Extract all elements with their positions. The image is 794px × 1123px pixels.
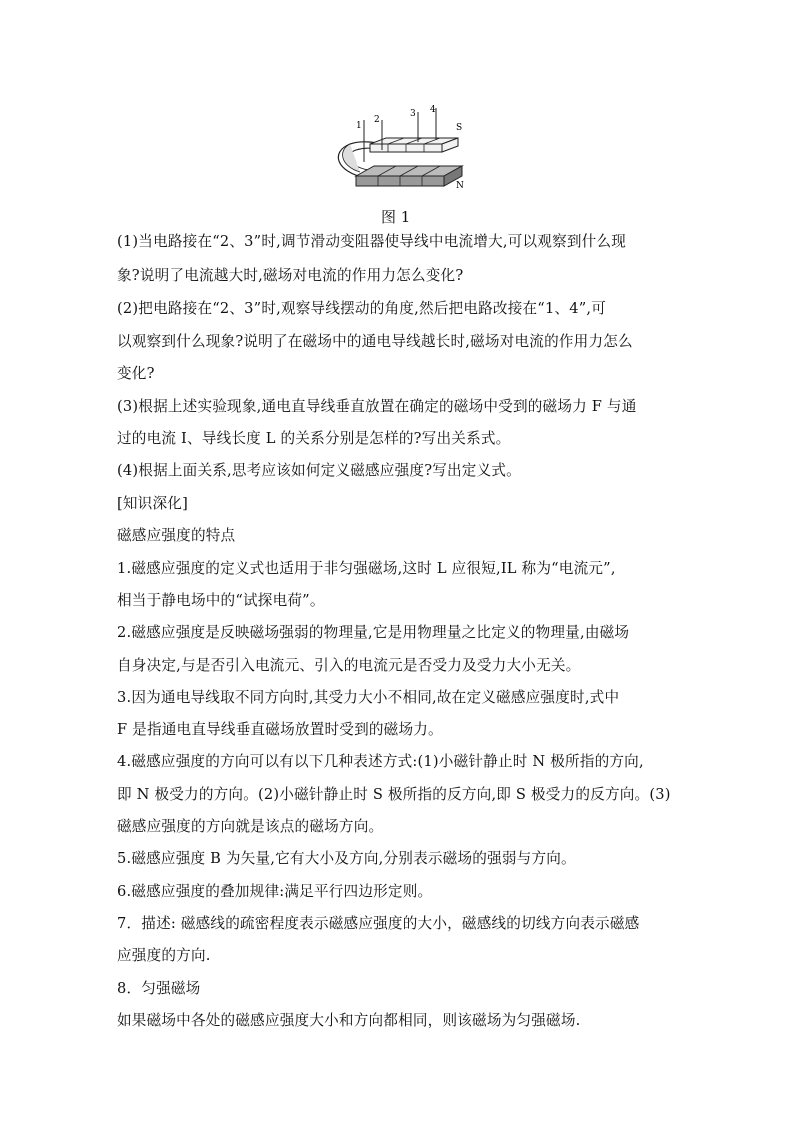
wire-label-4: 4 [430, 105, 436, 115]
point-5-line-1: 5.磁感应强度 B 为矢量,它有大小及方向,分别表示磁场的强弱与方向。 [117, 850, 576, 867]
wire-label-1: 1 [356, 121, 362, 131]
point-4-line-2: 即 N 极受力的方向。(2)小磁针静止时 S 极所指的反方向,即 S 极受力的反方向。(3) [117, 786, 671, 803]
question-3-line-2: 过的电流 I、导线长度 L 的关系分别是怎样的?写出关系式。 [117, 430, 511, 447]
point-4-line-1: 4.磁感应强度的方向可以有以下几种表述方式:(1)小磁针静止时 N 极所指的方向, [117, 753, 644, 770]
question-4-line-1: (4)根据上面关系,思考应该如何定义磁感应强度?写出定义式。 [117, 462, 521, 479]
point-2-line-1: 2.磁感应强度是反映磁场强弱的物理量,它是用物理量之比定义的物理量,由磁场 [117, 624, 630, 641]
point-1-line-1: 1.磁感应强度的定义式也适用于非匀强磁场,这时 L 应很短,IL 称为“电流元”, [117, 560, 616, 577]
magnet-apparatus-drawing [326, 100, 476, 198]
pole-label-s: S [456, 123, 463, 133]
magnet-apparatus-figure [326, 100, 476, 198]
subheading: 磁感应强度的特点 [117, 527, 236, 544]
point-1-line-2: 相当于静电场中的“试探电荷”。 [117, 592, 325, 609]
question-2-line-3: 变化? [117, 365, 155, 382]
point-2-line-2: 自身决定,与是否引入电流元、引入的电流元是否受力及受力大小无关。 [117, 657, 581, 674]
point-3-line-1: 3.因为通电导线取不同方向时,其受力大小不相同,故在定义磁感应强度时,式中 [117, 689, 620, 706]
point-4-line-3: 磁感应强度的方向就是该点的磁场方向。 [117, 818, 384, 835]
point-3-line-2: F 是指通电直导线垂直磁场放置时受到的磁场力。 [117, 721, 443, 738]
wire-label-2: 2 [374, 115, 380, 125]
question-3-line-1: (3)根据上述实验现象,通电直导线垂直放置在确定的磁场中受到的磁场力 F 与通 [117, 398, 637, 415]
figure-caption: 图 1 [381, 208, 411, 226]
question-2-line-1: (2)把电路接在“2、3”时,观察导线摆动的角度,然后把电路改接在“1、4”,可 [117, 300, 607, 317]
point-8-line-1: 如果磁场中各处的磁感应强度大小和方向都相同，则该磁场为匀强磁场. [117, 1012, 581, 1029]
point-8-heading: 8．匀强磁场 [117, 980, 201, 997]
point-7-line-2: 应强度的方向. [117, 947, 211, 964]
point-7-line-1: 7．描述: 磁感线的疏密程度表示磁感应强度的大小，磁感线的切线方向表示磁感 [117, 915, 640, 932]
question-1-line-1: (1)当电路接在“2、3”时,调节滑动变阻器使导线中电流增大,可以观察到什么现 [117, 233, 627, 250]
point-6-line-1: 6.磁感应强度的叠加规律:满足平行四边形定则。 [117, 883, 433, 900]
wire-label-3: 3 [410, 109, 416, 119]
question-2-line-2: 以观察到什么现象?说明了在磁场中的通电导线越长时,磁场对电流的作用力怎么 [117, 333, 633, 350]
pole-label-n: N [456, 181, 464, 191]
question-1-line-2: 象?说明了电流越大时,磁场对电流的作用力怎么变化? [117, 267, 464, 284]
section-heading: [知识深化] [117, 495, 188, 512]
